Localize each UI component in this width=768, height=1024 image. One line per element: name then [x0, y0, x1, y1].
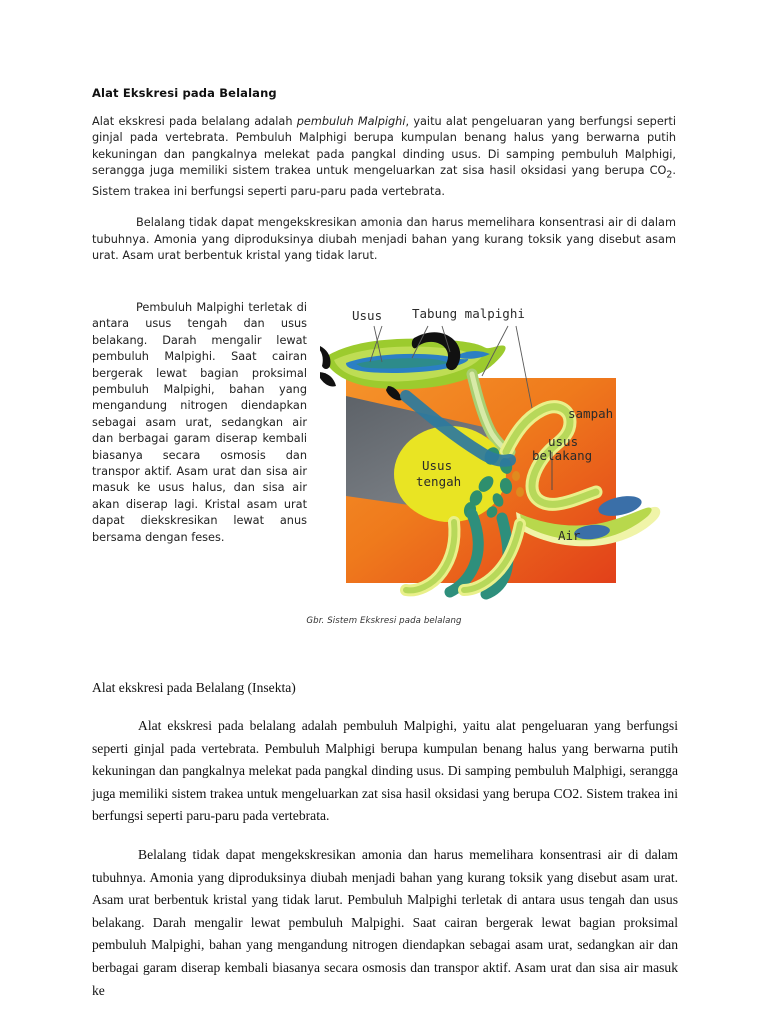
- label-usus-tengah-1: Usus: [422, 458, 453, 473]
- label-usus: Usus: [352, 308, 383, 323]
- serif-section: [92, 678, 678, 1018]
- sans-paragraph-2: Belalang tidak dapat mengekskresikan amonia dan harus memelihara konsentrasi air di dalam tubuhnya. Amonia yang diproduksinya diubah menjadi bahan yang kurang toksik yang disebut asam urat. Asam urat berbentuk kristal yang tidak larut.: [92, 216, 676, 263]
- serif-heading: Alat ekskresi pada Belalang (Insekta): [92, 680, 296, 695]
- label-usus-belakang-1: usus: [548, 434, 579, 449]
- label-sampah: sampah: [568, 406, 614, 421]
- figure-left-column-text: Pembuluh Malpighi terletak di antara usus tengah dan usus belakang. Darah mengalir lewat pembuluh Malpighi. Saat cairan bergerak lewat bagian proksimal pembuluh Malpighi, bahan yang mengandung nitrogen diendapkan sebagai asam urat, sedangkan air dan berbagai garam diserap kembali biasanya secara osmosis dan transpor aktif. Asam urat dan sisa air masuk ke usus halus, dan sisa air akan diserap lagi. Kristal asam urat dapat diekskresikan lewat anus bersama dengan feses.: [92, 301, 307, 544]
- para1-italic-term: pembuluh Malpighi: [296, 115, 406, 128]
- co2-subscript: 2: [666, 169, 673, 181]
- figure-caption: Gbr. Sistem Ekskresi pada belalang: [306, 616, 462, 626]
- label-usus-tengah-2: tengah: [416, 474, 462, 489]
- page-title: Alat Ekskresi pada Belalang: [92, 86, 277, 100]
- serif-paragraph-1: Alat ekskresi pada belalang adalah pembuluh Malpighi, yaitu alat pengeluaran yang berfungsi seperti ginjal pada vertebrata. Pembuluh Malphigi berupa kumpulan benang halus yang berwarna putih kekuningan dan pangkalnya melekat pada pangkal dinding usus. Di samping pembuluh Malphigi, serangga juga memiliki sistem trakea untuk mengeluarkan zat sisa hasil oksidasi yang berupa CO2. Sistem trakea ini berfungsi seperti paru-paru pada vertebrata.: [92, 718, 678, 824]
- grasshopper-excretory-diagram: [320, 300, 676, 605]
- label-tabung-malpighi: Tabung malpighi: [412, 306, 525, 321]
- serif-paragraph-2: Belalang tidak dapat mengekskresikan amonia dan harus memelihara konsentrasi air di dalam tubuhnya. Amonia yang diproduksinya diubah menjadi bahan yang kurang toksik yang disebut asam urat. Asam urat berbentuk kristal yang tidak larut. Pembuluh Malpighi terletak di antara usus tengah dan usus belakang. Darah mengalir lewat pembuluh Malpighi. Saat cairan bergerak lewat bagian proksimal pembuluh Malpighi, bahan yang mengandung nitrogen diendapkan sebagai asam urat, sedangkan air dan berbagai garam diserap kembali biasanya secara osmosis dan transpor aktif. Asam urat dan sisa air masuk ke: [92, 846, 678, 998]
- figure-section: [92, 300, 676, 645]
- para1-segment-b: , yaitu alat pengeluaran yang berfungsi seperti ginjal pada vertebrata. Pembuluh Malphigi berupa kumpulan benang halus yang berwarna putih kekuningan dan pangkalnya melekat pada pangkal dinding usus. Di samping pembuluh Malphigi, serangga juga memiliki sistem trakea untuk mengeluarkan zat sisa hasil oksidasi yang berupa CO: [92, 115, 677, 178]
- sans-paragraph-1: [92, 114, 676, 200]
- figure-left-column: [92, 300, 307, 546]
- para1-segment-c: . Sistem trakea ini berfungsi seperti paru-paru pada vertebrata.: [92, 164, 676, 198]
- para1-segment-a: Alat ekskresi pada belalang adalah: [92, 115, 297, 128]
- label-usus-belakang-2: belakang: [532, 448, 593, 463]
- sans-section: [92, 86, 676, 280]
- label-air: Air: [558, 528, 581, 543]
